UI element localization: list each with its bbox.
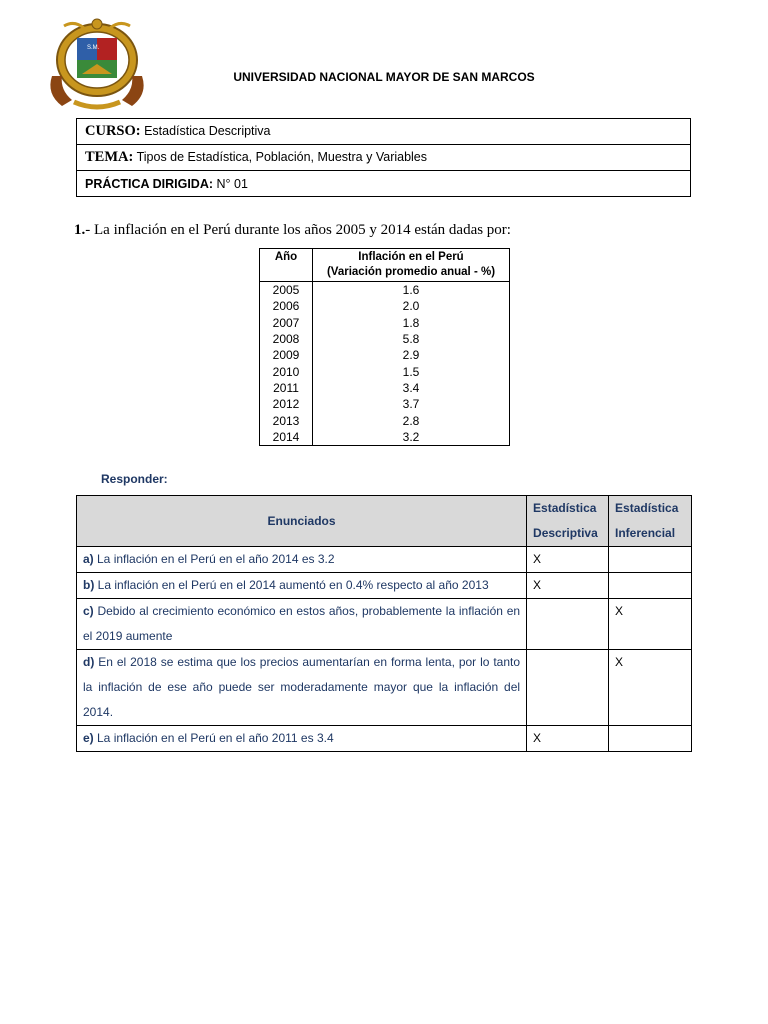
inflation-value-cell: 2.9 <box>313 347 510 363</box>
course-row <box>77 119 691 145</box>
inflation-value-cell: 1.5 <box>313 363 510 379</box>
year-cell: 2006 <box>260 298 313 314</box>
inflation-value-cell: 1.6 <box>313 282 510 299</box>
inflation-value-cell: 3.2 <box>313 429 510 446</box>
inflation-row <box>260 331 510 347</box>
question-body: - La inflación en el Perú durante los años 2005 y 2014 están dadas por: <box>85 222 511 238</box>
course-info-table <box>76 118 691 197</box>
descriptive-mark-cell: X <box>527 573 609 599</box>
topic-value: Tipos de Estadística, Población, Muestra y Variables <box>136 150 428 164</box>
course-label: CURSO: <box>85 123 141 139</box>
statement-letter: c) <box>83 604 94 618</box>
inferential-column-header: Estadística Inferencial <box>609 496 692 547</box>
inflation-row <box>260 347 510 363</box>
statement-text: La inflación en el Perú en el año 2014 es 3.2 <box>93 552 335 566</box>
inflation-row <box>260 380 510 396</box>
inflation-value-cell: 1.8 <box>313 315 510 331</box>
inferential-mark-cell <box>609 547 692 573</box>
inflation-row <box>260 282 510 299</box>
statement-letter: a) <box>83 552 94 566</box>
descriptive-mark-cell: X <box>527 726 609 752</box>
year-cell: 2014 <box>260 429 313 446</box>
inflation-row <box>260 429 510 446</box>
answer-table-header <box>77 496 692 547</box>
practice-value: N° 01 <box>216 176 248 191</box>
question-number: 1. <box>74 222 86 238</box>
statement-letter: b) <box>83 578 95 592</box>
inflation-rows <box>260 282 510 446</box>
inferential-mark-cell: X <box>609 599 692 650</box>
year-column-header: Año <box>260 249 313 282</box>
year-cell: 2013 <box>260 412 313 428</box>
inflation-row <box>260 412 510 428</box>
descriptive-mark-cell: X <box>527 547 609 573</box>
year-cell: 2011 <box>260 380 313 396</box>
statement-cell <box>77 573 527 599</box>
inflation-row <box>260 298 510 314</box>
descriptive-mark-cell <box>527 650 609 726</box>
descriptive-column-header: Estadística Descriptiva <box>527 496 609 547</box>
statement-letter: d) <box>83 655 95 669</box>
statement-cell <box>77 599 527 650</box>
logo-text: S.M. <box>87 45 100 51</box>
statement-text: La inflación en el Perú en el 2014 aumentó en 0.4% respecto al año 2013 <box>94 578 489 592</box>
inflation-table-header <box>260 249 510 282</box>
year-cell: 2005 <box>260 282 313 299</box>
statement-cell <box>77 650 527 726</box>
answer-row <box>77 547 692 573</box>
inflation-value-cell: 2.0 <box>313 298 510 314</box>
inflation-value-cell: 2.8 <box>313 412 510 428</box>
topic-label: TEMA: <box>85 149 134 165</box>
inflation-data-table <box>259 248 510 446</box>
year-cell: 2012 <box>260 396 313 412</box>
inflation-row <box>260 315 510 331</box>
inferential-mark-cell <box>609 573 692 599</box>
year-cell: 2007 <box>260 315 313 331</box>
inflation-value-cell: 5.8 <box>313 331 510 347</box>
statement-text: La inflación en el Perú en el año 2011 es 3.4 <box>93 731 334 745</box>
practice-label: PRÁCTICA DIRIGIDA: <box>85 176 214 191</box>
inferential-mark-cell <box>609 726 692 752</box>
inflation-value-cell: 3.7 <box>313 396 510 412</box>
answer-table <box>76 495 692 752</box>
university-title: UNIVERSIDAD NACIONAL MAYOR DE SAN MARCOS <box>233 70 535 84</box>
statement-cell <box>77 547 527 573</box>
year-cell: 2009 <box>260 347 313 363</box>
statement-text: Debido al crecimiento económico en estos años, probablemente la inflación en el 2019 aumente <box>83 604 521 643</box>
answer-row <box>77 726 692 752</box>
year-cell: 2010 <box>260 363 313 379</box>
statement-letter: e) <box>83 731 94 745</box>
answer-row <box>77 573 692 599</box>
university-seal-logo <box>44 16 150 112</box>
inflation-row <box>260 396 510 412</box>
year-cell: 2008 <box>260 331 313 347</box>
inflation-column-header: Inflación en el Perú (Variación promedio anual - %) <box>313 249 510 282</box>
statement-cell <box>77 726 527 752</box>
course-value: Estadística Descriptiva <box>144 124 271 138</box>
responder-label: Responder: <box>101 472 168 486</box>
inferential-mark-cell: X <box>609 650 692 726</box>
answer-row <box>77 599 692 650</box>
topic-row <box>77 145 691 171</box>
inflation-row <box>260 363 510 379</box>
statement-text: En el 2018 se estima que los precios aumentarían en forma lenta, por lo tanto la inflación de ese año puede ser moderadamente mayor que la inflación del 2014. <box>83 655 521 719</box>
descriptive-mark-cell <box>527 599 609 650</box>
statements-column-header: Enunciados <box>77 496 527 547</box>
question-text <box>74 222 511 239</box>
inflation-value-cell: 3.4 <box>313 380 510 396</box>
answer-row <box>77 650 692 726</box>
answer-rows <box>77 547 692 752</box>
practice-row <box>77 171 691 197</box>
